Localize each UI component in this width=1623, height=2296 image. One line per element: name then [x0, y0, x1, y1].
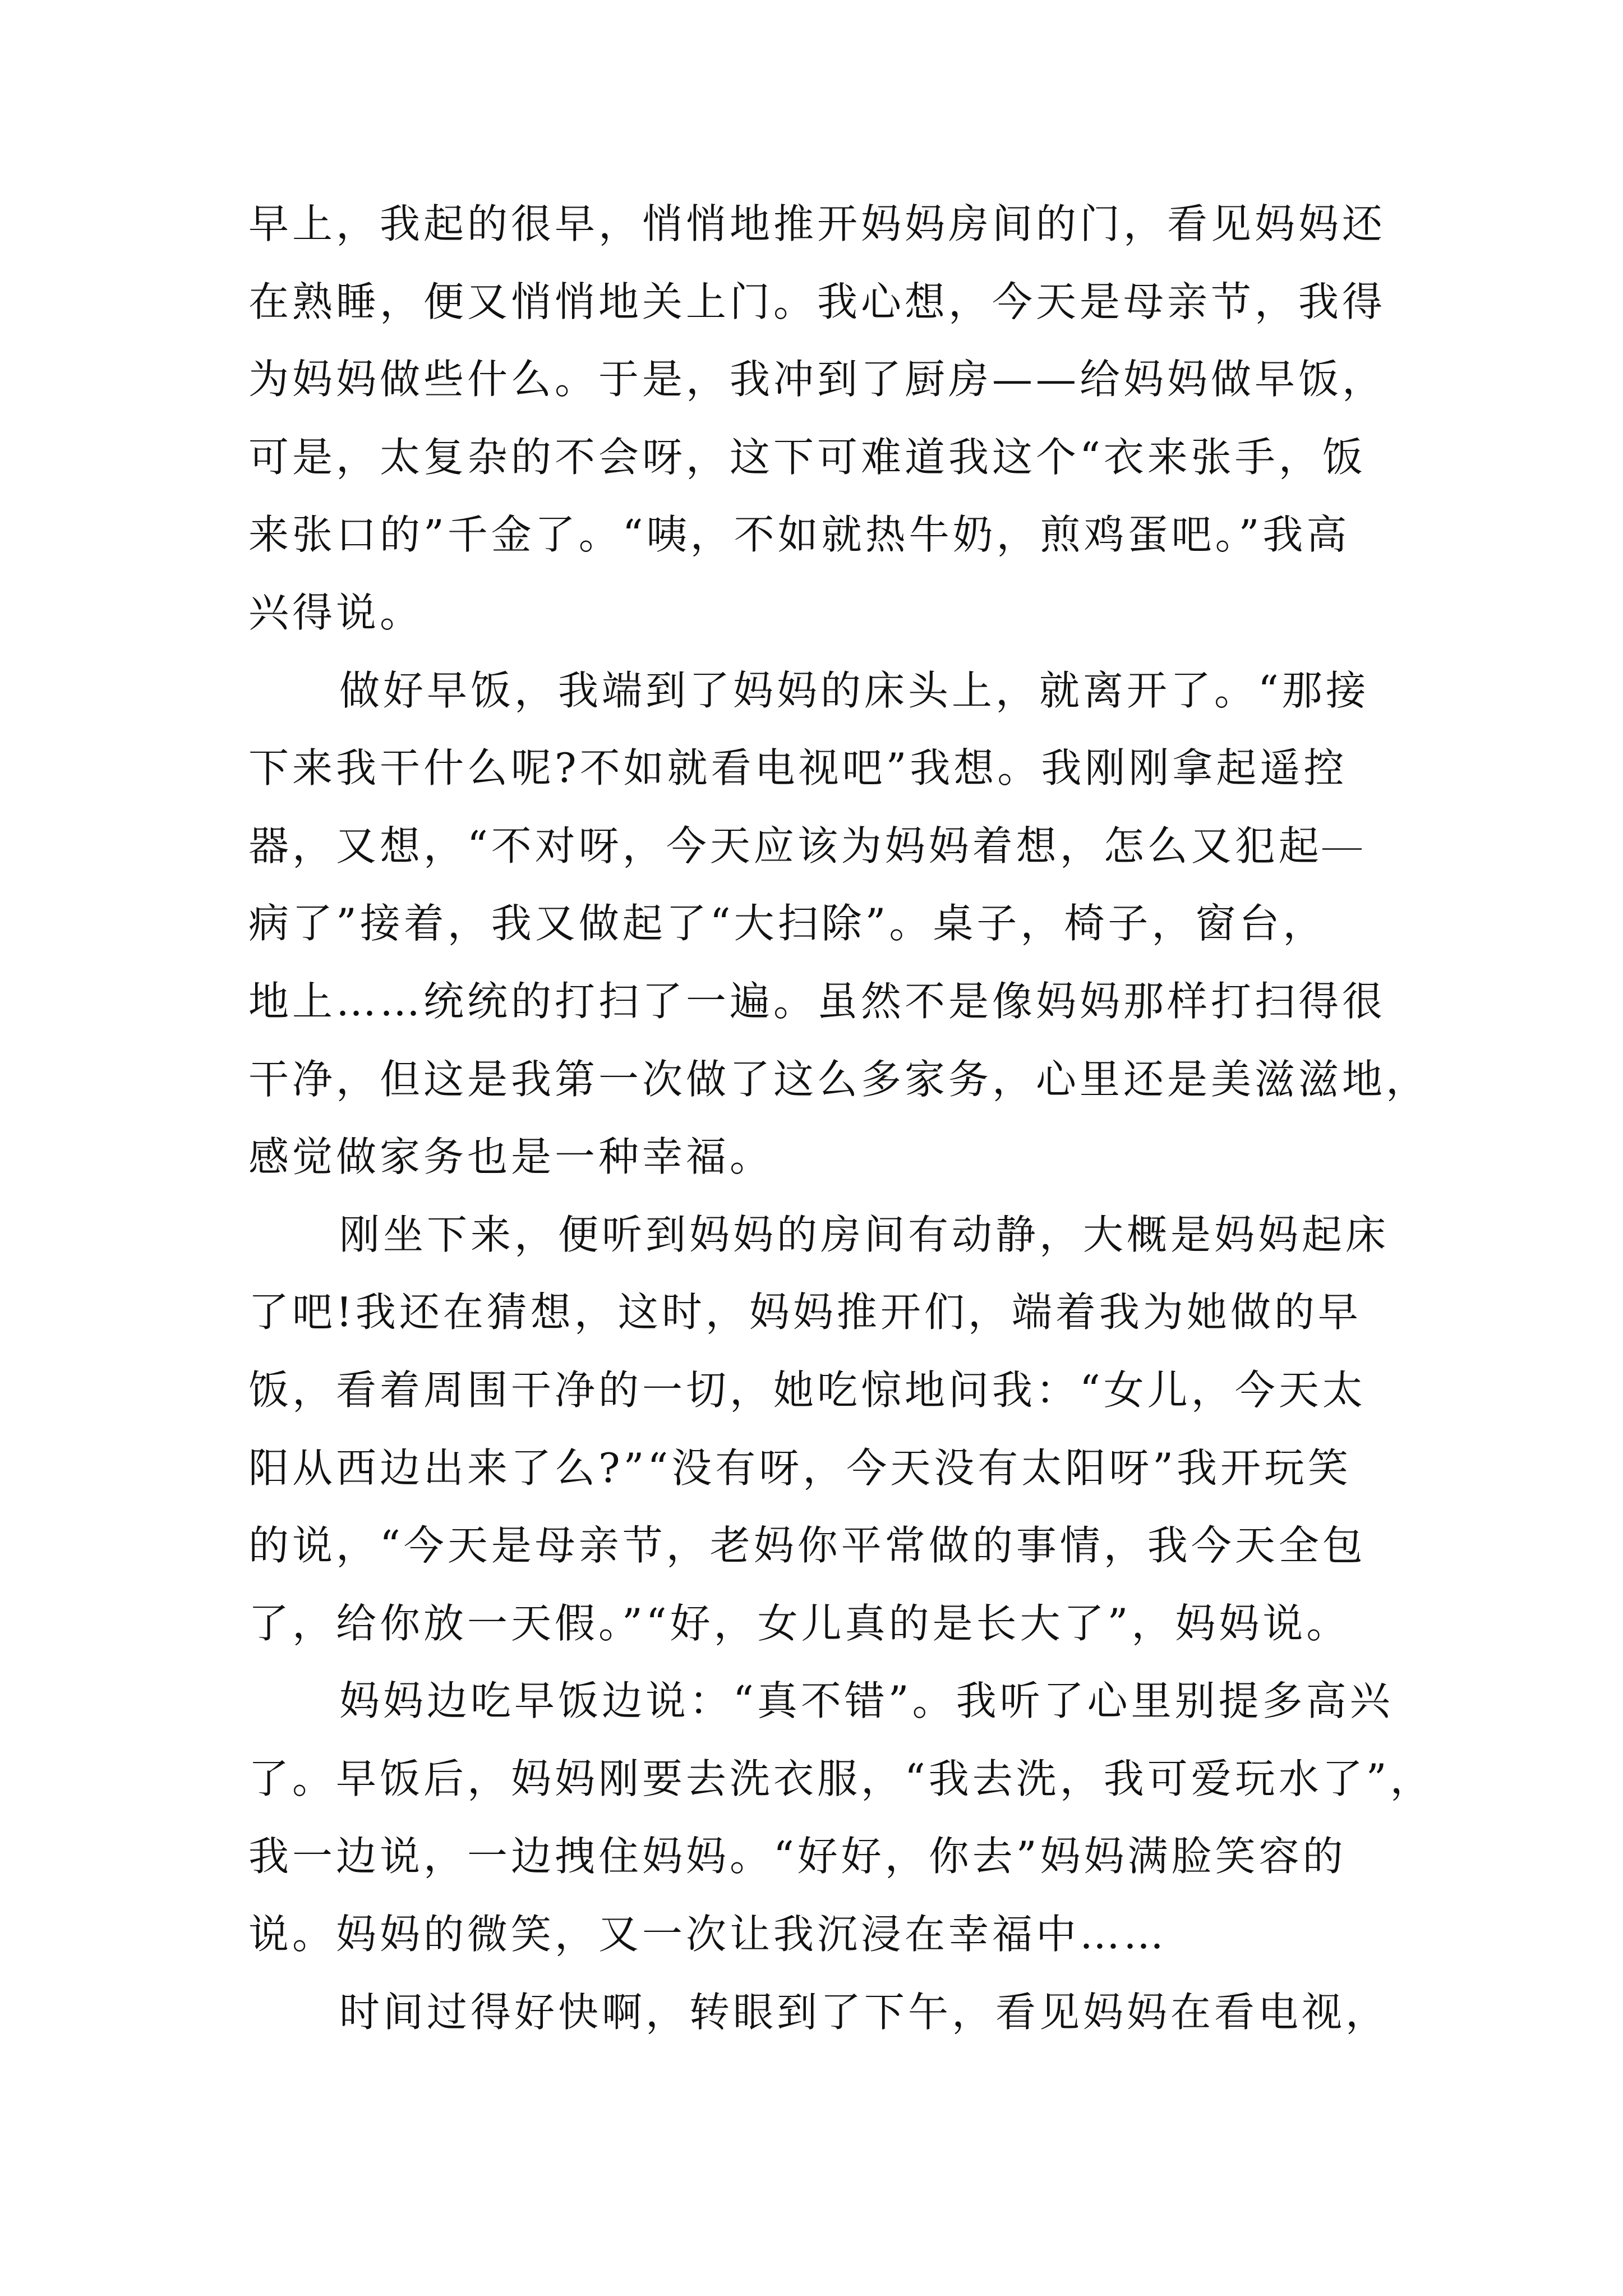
paragraph-1 — [248, 185, 1393, 652]
paragraph-3 — [248, 1196, 1393, 1663]
essay-body — [248, 185, 1434, 2051]
fill-in-blank — [1322, 848, 1362, 850]
text-line: 做好早饭，我端到了妈妈的床头上，就离开了。“那接 — [339, 666, 1370, 714]
text-line: 饭，看着周围干净的一切，她吃惊地问我：“女儿，今天太 — [248, 1366, 1366, 1414]
text-line: 干净，但这是我第一次做了这么多家务，心里还是美滋滋地， — [248, 1055, 1430, 1103]
text-line: 我一边说，一边拽住妈妈。“好好，你去”妈妈满脸笑容的 — [248, 1833, 1347, 1880]
text-line: 刚坐下来，便听到妈妈的房间有动静，大概是妈妈起床 — [339, 1211, 1390, 1258]
text-line: 下来我干什么呢?不如就看电视吧”我想。我刚刚拿起遥控 — [248, 744, 1348, 792]
text-line: 兴得说。 — [248, 588, 424, 636]
text-line: 感觉做家务也是一种幸福。 — [248, 1133, 774, 1181]
text-segment: 器，又想，“不对呀，今天应该为妈妈着想，怎么又犯起 — [248, 822, 1322, 869]
paragraph-2 — [248, 652, 1430, 1196]
text-line: 了吧!我还在猜想，这时，妈妈推开们，端着我为她做的早 — [248, 1289, 1362, 1336]
text-line-with-blank — [248, 807, 1393, 885]
text-line: 在熟睡，便又悄悄地关上门。我心想，今天是母亲节，我得 — [248, 278, 1386, 325]
text-line: 可是，太复杂的不会呀，这下可难道我这个“衣来张手，饭 — [248, 433, 1366, 481]
text-line: 的说，“今天是母亲节，老妈你平常做的事情，我今天全包 — [248, 1522, 1366, 1570]
text-line: 说。妈妈的微笑，又一次让我沉浸在幸福中…… — [248, 1911, 1168, 1958]
text-line: 妈妈边吃早饭边说：“真不错”。我听了心里别提多高兴 — [339, 1677, 1394, 1725]
text-line: 阳从西边出来了么?”“没有呀，今天没有太阳呀”我开玩笑 — [248, 1444, 1352, 1492]
text-line: 为妈妈做些什么。于是，我冲到了厨房——给妈妈做早饭， — [248, 356, 1386, 403]
text-line: 早上，我起的很早，悄悄地推开妈妈房间的门，看见妈妈还 — [248, 200, 1386, 247]
paragraph-5 — [248, 1973, 1393, 2051]
text-line: 地上……统统的打扫了一遍。虽然不是像妈妈那样打扫得很 — [248, 977, 1386, 1025]
text-line: 时间过得好快啊，转眼到了下午，看见妈妈在看电视， — [339, 1988, 1390, 2036]
text-line: 来张口的”千金了。“咦，不如就热牛奶，煎鸡蛋吧。”我高 — [248, 511, 1350, 559]
text-line: 了。早饭后，妈妈刚要去洗衣服，“我去洗，我可爱玩水了”， — [248, 1755, 1434, 1802]
text-line: 病了”接着，我又做起了“大扫除”。桌子，椅子，窗台， — [248, 900, 1327, 947]
paragraph-4 — [248, 1662, 1434, 1973]
text-line: 了，给你放一天假。”“好，女儿真的是长大了”，妈妈说。 — [248, 1599, 1350, 1647]
